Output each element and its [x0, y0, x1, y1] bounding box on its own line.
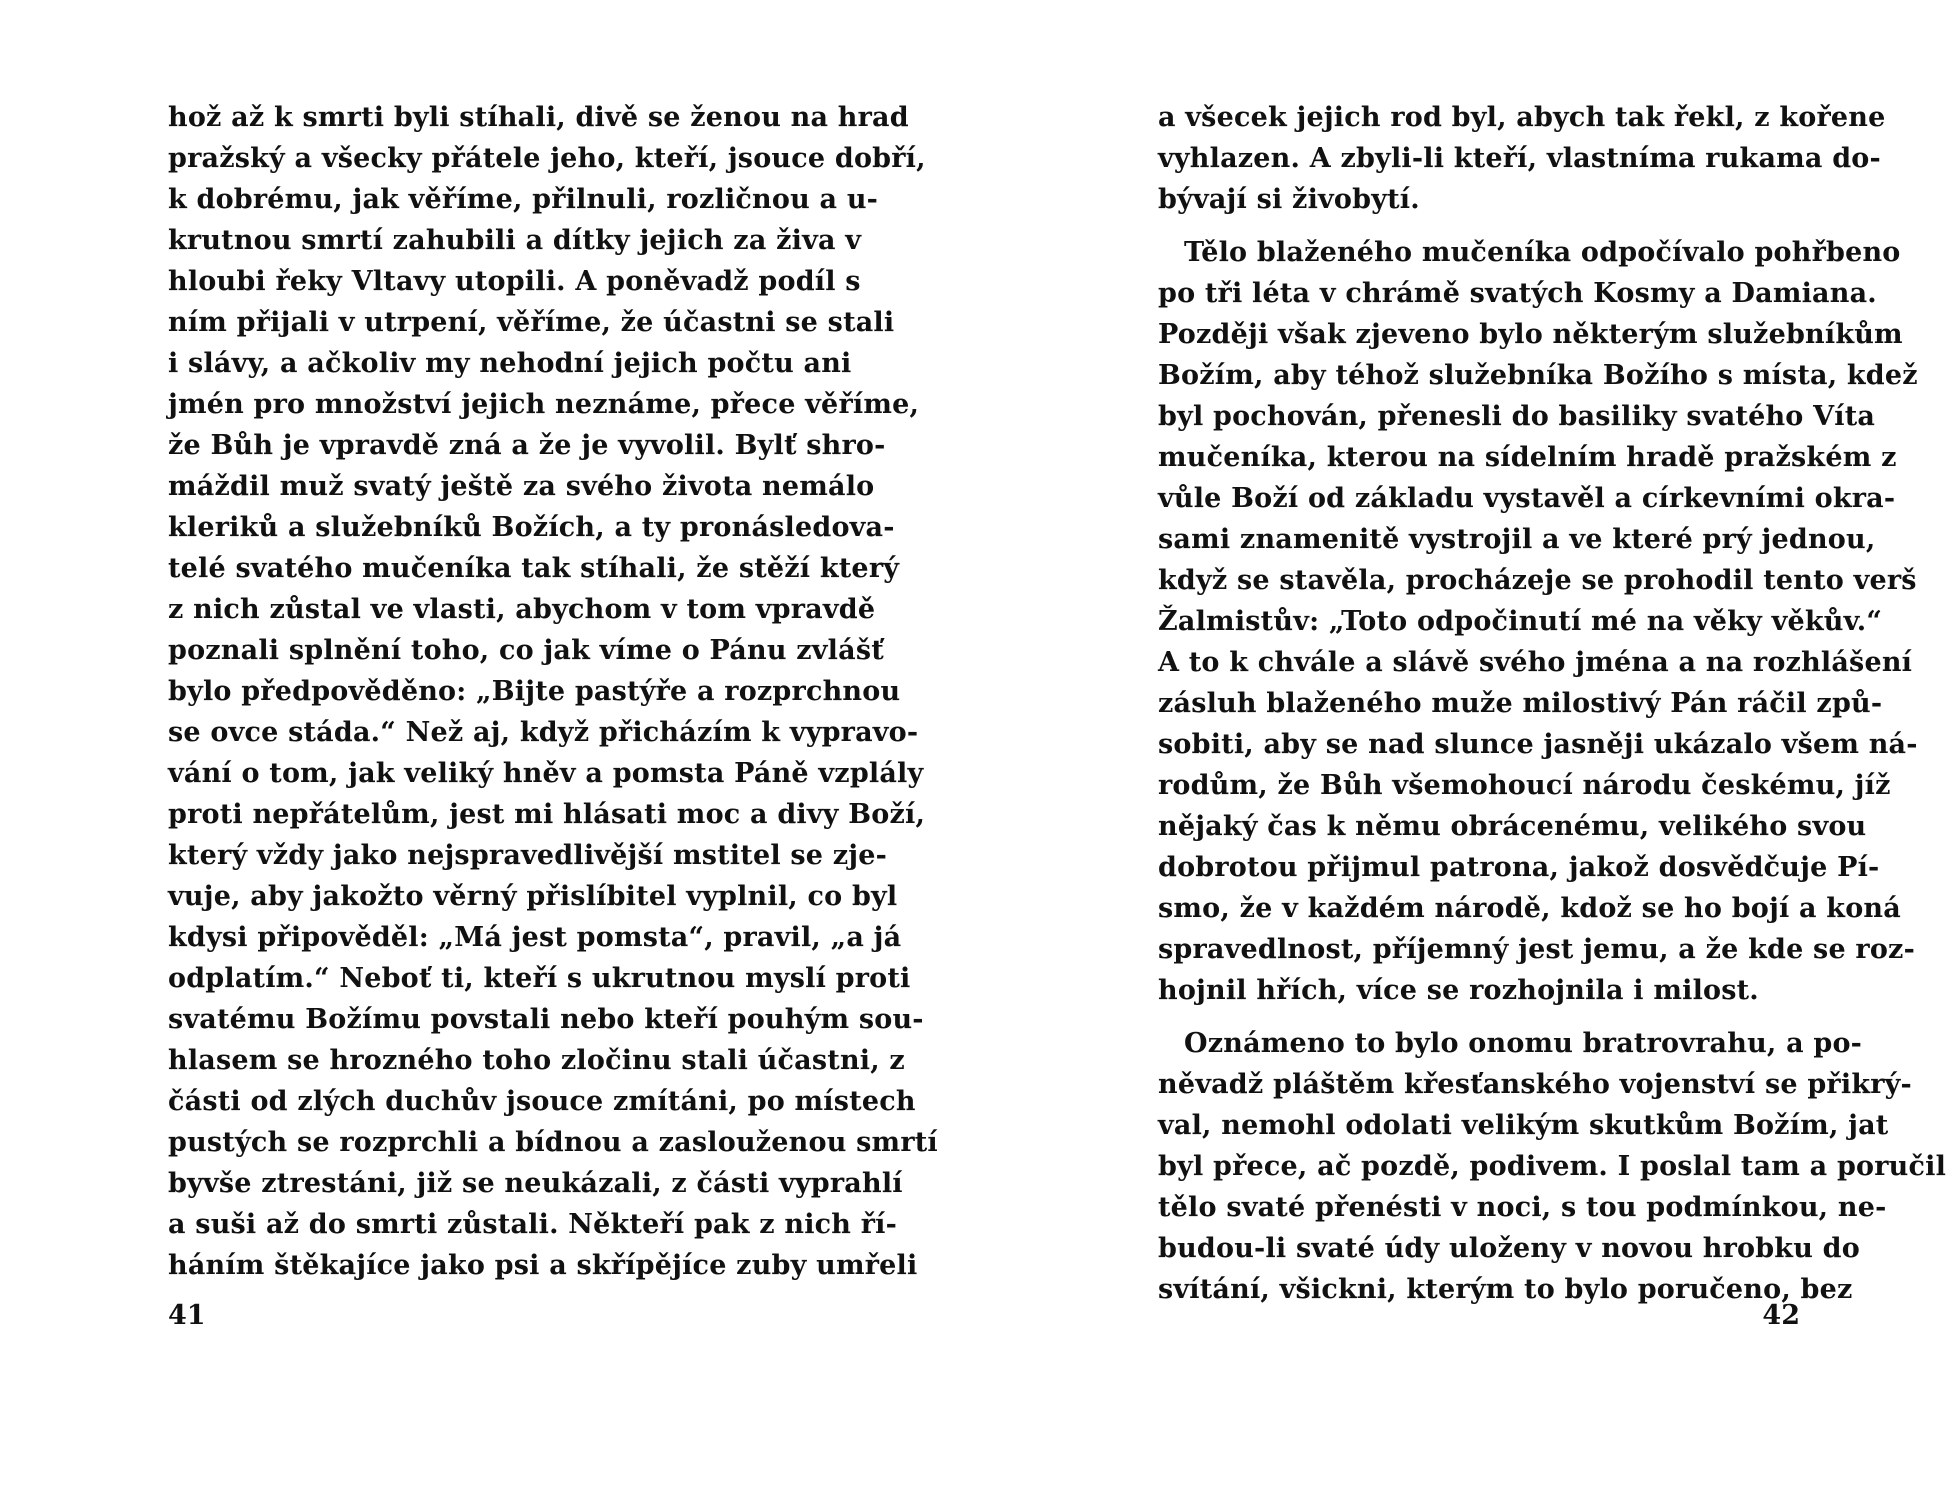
text-line: dobrotou přijmul patrona, jakož dosvědčuje Pí- — [1158, 852, 1880, 883]
text-line: A to k chvále a slávě svého jména a na rozhlášení — [1158, 647, 1913, 678]
text-line: Božím, aby téhož služebníka Božího s místa, kdež — [1158, 360, 1918, 391]
text-line: telé svatého mučeníka tak stíhali, že stěží který — [168, 553, 900, 584]
text-line: háním štěkajíce jako psi a skřípějíce zuby umřeli — [168, 1250, 918, 1281]
text-line: k dobrému, jak věříme, přilnuli, rozličnou a u- — [168, 184, 879, 215]
text-line: hlasem se hrozného toho zločinu stali účastni, z — [168, 1045, 905, 1076]
page-number: 42 — [1762, 1300, 1800, 1331]
text-line: Žalmistův: „Toto odpočinutí mé na věky věkův.“ — [1158, 606, 1883, 637]
text-line: poznali splnění toho, co jak víme o Pánu zvlášť — [168, 635, 884, 666]
text-line: z nich zůstal ve vlasti, abychom v tom vpravdě — [168, 594, 876, 625]
page-number: 41 — [168, 1300, 206, 1331]
text-line: vůle Boží od základu vystavěl a církevními okra- — [1158, 483, 1896, 514]
text-line: hloubi řeky Vltavy utopili. A poněvadž podíl s — [168, 266, 861, 297]
text-line: byvše ztrestáni, již se neukázali, z části vyprahlí — [168, 1168, 903, 1199]
text-line: hož až k smrti byli stíhali, divě se ženou na hrad — [168, 102, 909, 133]
right-page — [973, 0, 1946, 1500]
text-line: pustých se rozprchli a bídnou a zaslouženou smrtí — [168, 1127, 938, 1158]
text-line: val, nemohl odolati velikým skutkům Božím, jat — [1158, 1110, 1889, 1141]
text-line: mučeníka, kterou na sídelním hradě pražském z — [1158, 442, 1897, 473]
right-text-column — [1158, 97, 1946, 1310]
paragraph-gap — [1158, 1011, 1800, 1023]
text-line: a suši až do smrti zůstali. Někteří pak z nich ří- — [168, 1209, 898, 1240]
text-line: který vždy jako nejspravedlivější mstitel se zje- — [168, 840, 888, 871]
text-line: ním přijali v utrpení, věříme, že účastni se stali — [168, 307, 895, 338]
text-line: Oznámeno to bylo onomu bratrovrahu, a po- — [1184, 1028, 1863, 1059]
text-line: zásluh blaženého muže milostivý Pán ráčil způ- — [1158, 688, 1883, 719]
text-line: rodům, že Bůh všemohoucí národu českému, jíž — [1158, 770, 1891, 801]
text-line: tělo svaté přenésti v noci, s tou podmínkou, ne- — [1158, 1192, 1887, 1223]
text-line: jmén pro množství jejich neznáme, přece věříme, — [168, 389, 920, 420]
text-line: části od zlých duchův jsouce zmítáni, po místech — [168, 1086, 916, 1117]
text-line: vání o tom, jak veliký hněv a pomsta Páně vzplály — [168, 758, 924, 789]
text-line: budou-li svaté údy uloženy v novou hrobku do — [1158, 1233, 1860, 1264]
text-line: Později však zjeveno bylo některým služebníkům — [1158, 319, 1903, 350]
text-line: bývají si živobytí. — [1158, 184, 1420, 215]
left-text-column — [168, 97, 938, 1286]
text-line: po tři léta v chrámě svatých Kosmy a Damiana. — [1158, 278, 1877, 309]
text-line: svítání, všickni, kterým to bylo poručeno, bez — [1158, 1274, 1853, 1305]
text-line: kleriků a služebníků Božích, a ty pronásledova- — [168, 512, 895, 543]
text-line: že Bůh je vpravdě zná a že je vyvolil. Bylť shro- — [168, 430, 886, 461]
text-line: když se stavěla, procházeje se prohodil tento verš — [1158, 565, 1917, 596]
text-line: pražský a všecky přátele jeho, kteří, jsouce dobří, — [168, 143, 926, 174]
text-line: svatému Božímu povstali nebo kteří pouhým sou- — [168, 1004, 924, 1035]
text-line: krutnou smrtí zahubili a dítky jejich za živa v — [168, 225, 862, 256]
text-line: nějaký čas k němu obrácenému, velikého svou — [1158, 811, 1867, 842]
text-line: se ovce stáda.“ Než aj, když přicházím k vypravo- — [168, 717, 919, 748]
text-line: bylo předpověděno: „Bijte pastýře a rozprchnou — [168, 676, 901, 707]
paragraph-gap — [1158, 220, 1800, 232]
text-line: smo, že v každém národě, kdož se ho bojí a koná — [1158, 893, 1901, 924]
text-line: a všecek jejich rod byl, abych tak řekl, z kořene — [1158, 102, 1886, 133]
text-line: hojnil hřích, více se rozhojnila i milost. — [1158, 975, 1759, 1006]
text-line: vyhlazen. A zbyli-li kteří, vlastníma rukama do- — [1158, 143, 1881, 174]
text-line: sobiti, aby se nad slunce jasněji ukázalo všem ná- — [1158, 729, 1918, 760]
text-line: Tělo blaženého mučeníka odpočívalo pohřbeno — [1184, 237, 1901, 268]
text-line: vuje, aby jakožto věrný přislíbitel vyplnil, co byl — [168, 881, 898, 912]
text-line: i slávy, a ačkoliv my nehodní jejich počtu ani — [168, 348, 852, 379]
text-line: kdysi připověděl: „Má jest pomsta“, pravil, „a já — [168, 922, 902, 953]
text-line: odplatím.“ Neboť ti, kteří s ukrutnou myslí proti — [168, 963, 911, 994]
text-line: sami znamenitě vystrojil a ve které prý jednou, — [1158, 524, 1876, 555]
text-line: byl přece, ač pozdě, podivem. I poslal tam a poručil — [1158, 1151, 1946, 1182]
text-line: byl pochován, přenesli do basiliky svatého Víta — [1158, 401, 1876, 432]
text-line: máždil muž svatý ještě za svého života nemálo — [168, 471, 875, 502]
text-line: něvadž pláštěm křesťanského vojenství se přikrý- — [1158, 1069, 1912, 1100]
text-line: spravedlnost, příjemný jest jemu, a že kde se roz- — [1158, 934, 1915, 965]
text-line: proti nepřátelům, jest mi hlásati moc a divy Boží, — [168, 799, 926, 830]
